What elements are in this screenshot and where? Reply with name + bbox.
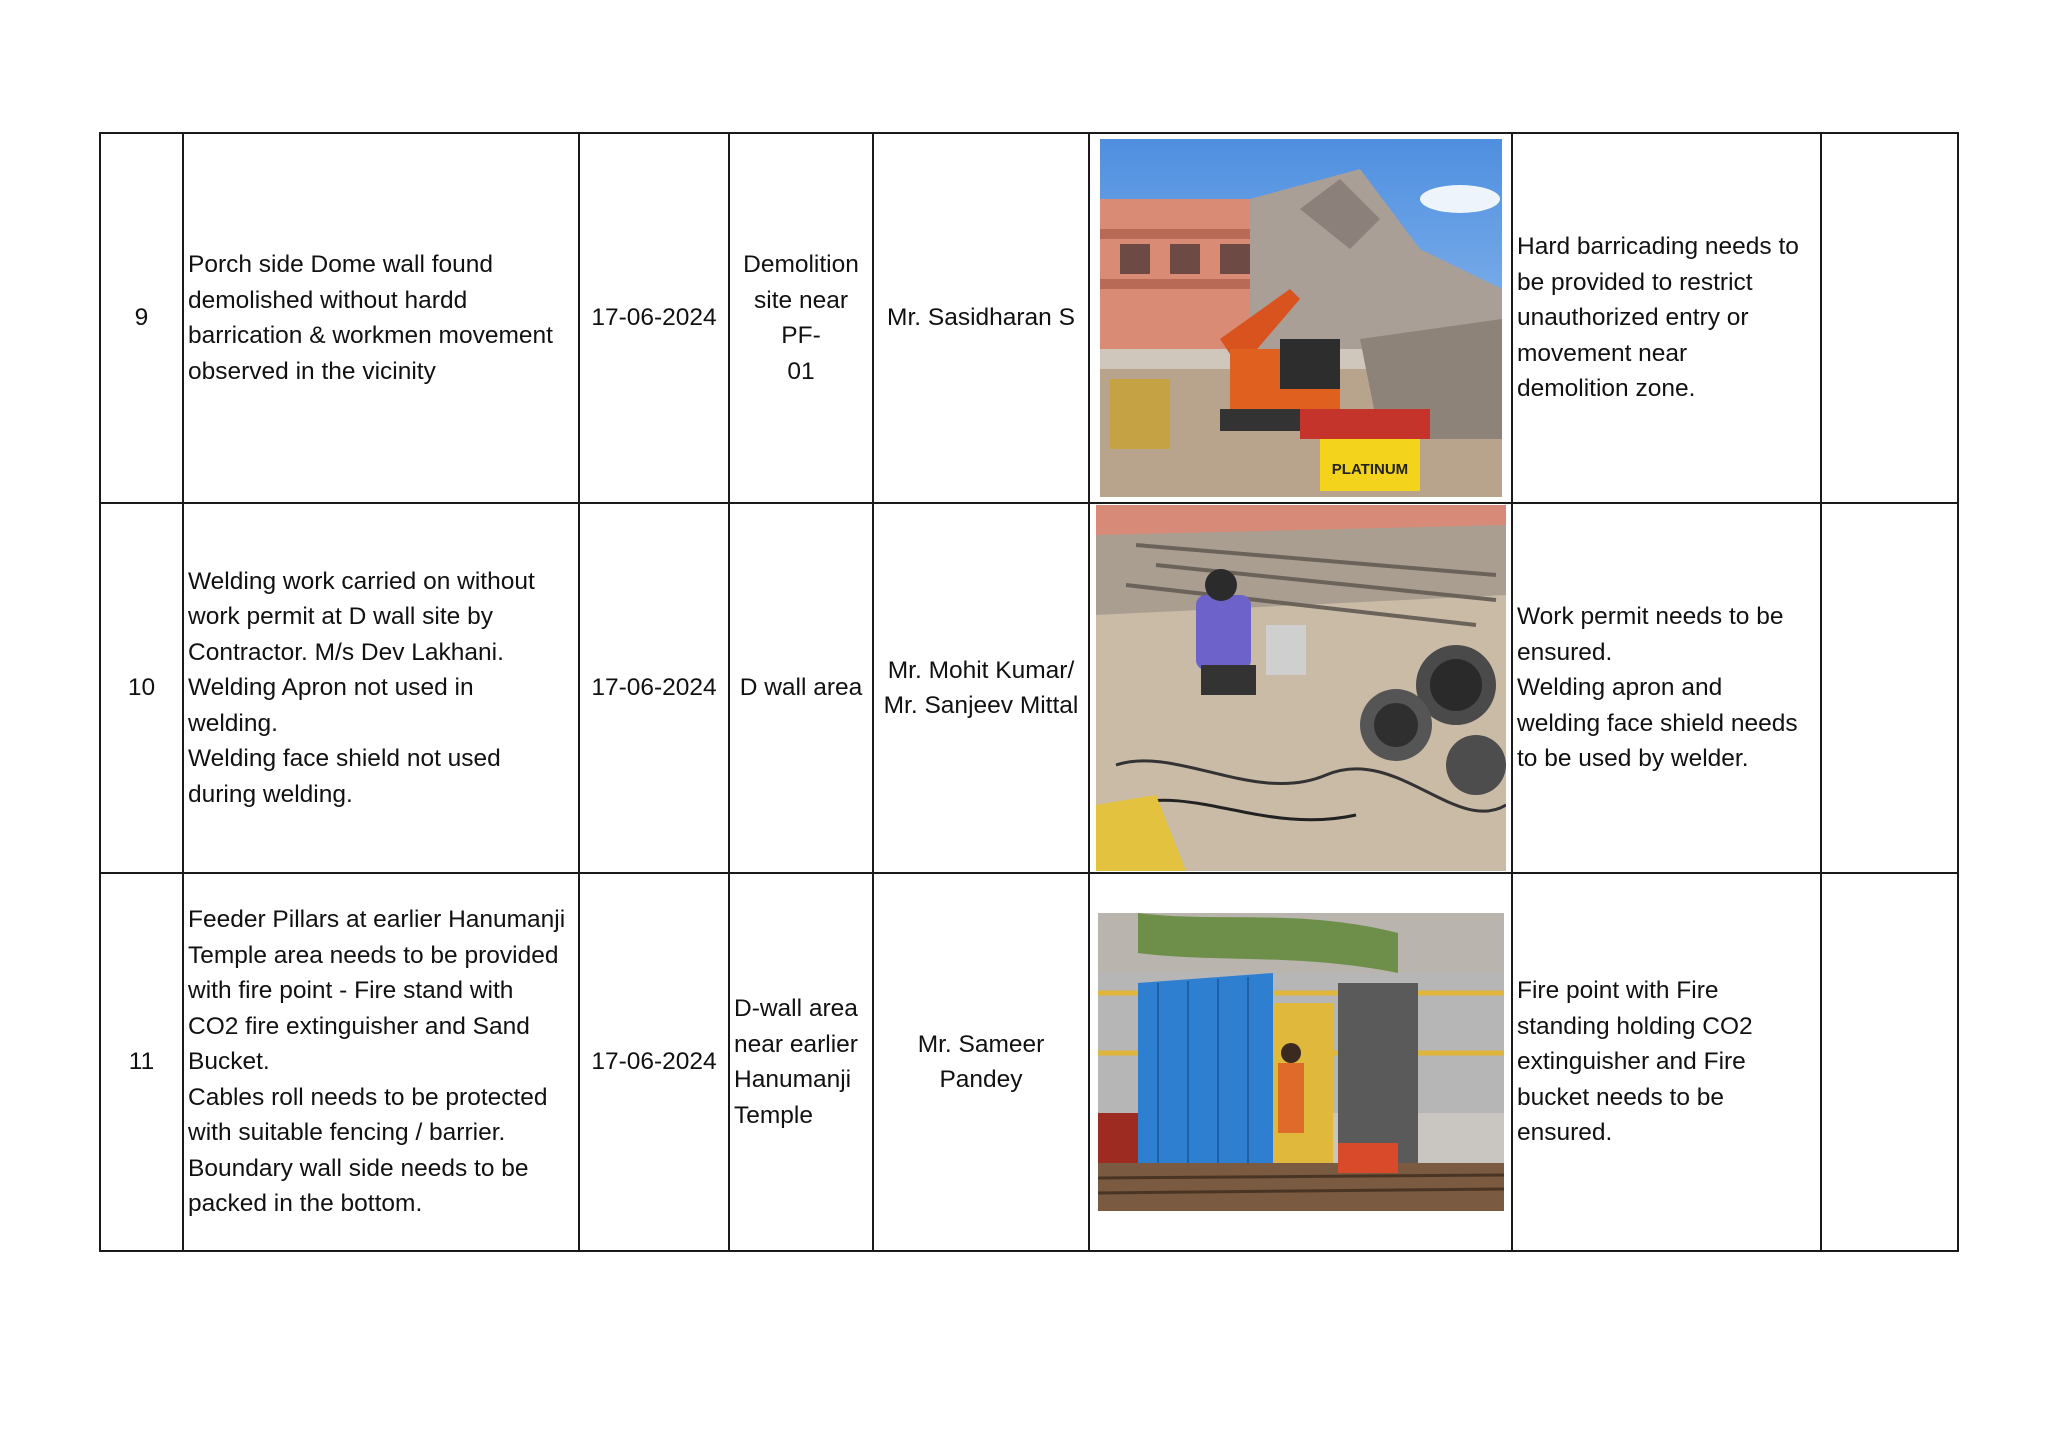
observation-table: [99, 132, 1959, 1252]
photo-cell: [1089, 503, 1512, 873]
remarks-cell: [1821, 873, 1958, 1251]
observation-date: 17-06-2024: [579, 873, 729, 1251]
location-text: D-wall area near earlier Hanumanji Temple: [729, 873, 873, 1251]
photo-cell: [1089, 873, 1512, 1251]
responsible-person: Mr. Sasidharan S: [873, 133, 1089, 503]
demolition-site-photo: [1100, 139, 1502, 497]
responsible-person: Mr. Sameer Pandey: [873, 873, 1089, 1251]
recommendation-text: Fire point with Fire standing holding CO2 extinguisher and Fire bucket needs to be ensured.: [1512, 873, 1821, 1251]
observation-text: Porch side Dome wall found demolished without hardd barrication & workmen movement observed in the vicinity: [183, 133, 579, 503]
serial-number: 9: [100, 133, 183, 503]
observation-text: Welding work carried on without work permit at D wall site by Contractor. M/s Dev Lakhani. Welding Apron not used in welding. Welding face shield not used during welding.: [183, 503, 579, 873]
remarks-cell: [1821, 133, 1958, 503]
table-row: [100, 873, 1958, 1251]
serial-number: 11: [100, 873, 183, 1251]
recommendation-text: Hard barricading needs to be provided to restrict unauthorized entry or movement near demolition zone.: [1512, 133, 1821, 503]
location-text: D wall area: [729, 503, 873, 873]
observation-text: Feeder Pillars at earlier Hanumanji Temple area needs to be provided with fire point - Fire stand with CO2 fire extinguisher and Sand Bucket. Cables roll needs to be protected with suitable fencing / barrier. Boundary wall side needs to be packed in the bottom.: [183, 873, 579, 1251]
welding-work-photo: [1096, 505, 1506, 871]
serial-number: 10: [100, 503, 183, 873]
table-row: [100, 503, 1958, 873]
photo-cell: [1089, 133, 1512, 503]
table-row: [100, 133, 1958, 503]
feeder-pillar-photo: [1098, 913, 1504, 1211]
photo-sign-text: PLATINUM: [1331, 461, 1408, 478]
recommendation-text: Work permit needs to be ensured. Welding apron and welding face shield needs to be used by welder.: [1512, 503, 1821, 873]
observation-date: 17-06-2024: [579, 133, 729, 503]
remarks-cell: [1821, 503, 1958, 873]
responsible-person: Mr. Mohit Kumar/ Mr. Sanjeev Mittal: [873, 503, 1089, 873]
location-text: Demolition site near PF- 01: [729, 133, 873, 503]
observation-date: 17-06-2024: [579, 503, 729, 873]
